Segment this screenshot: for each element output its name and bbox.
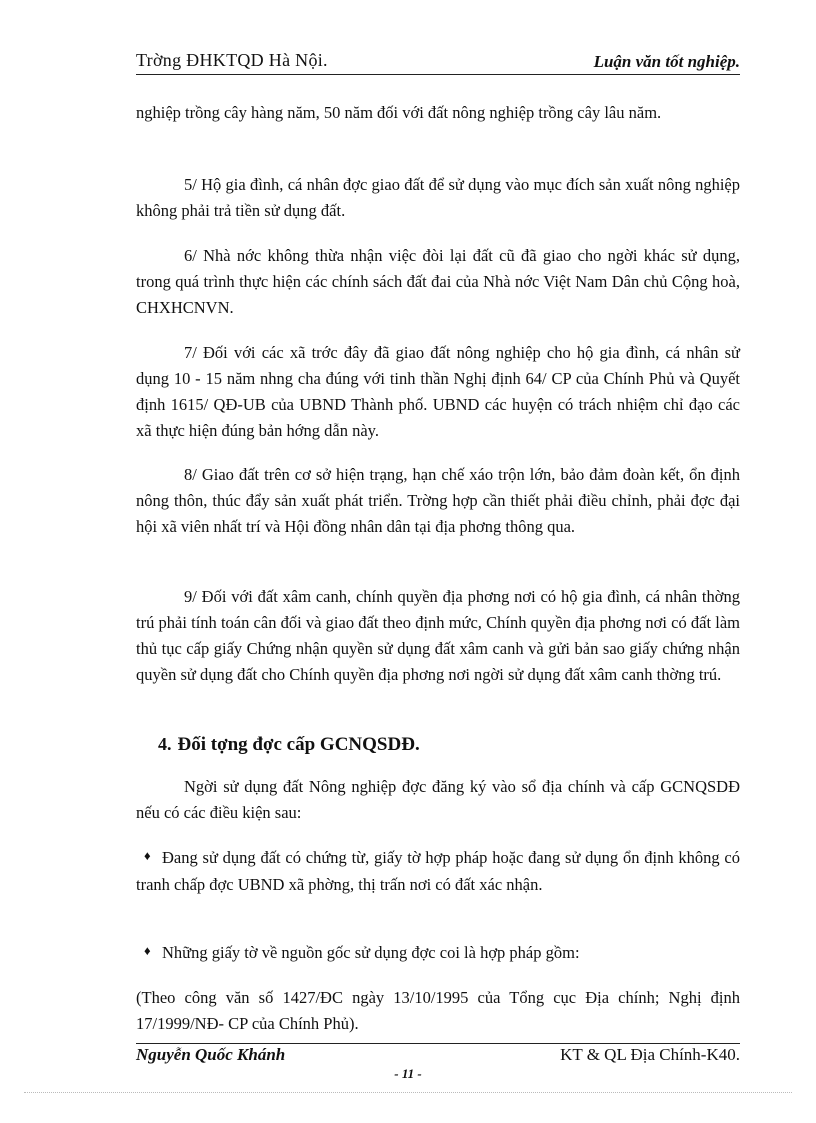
paragraph-item-8: 8/ Giao đất trên cơ sở hiện trạng, hạn chế xáo trộn lớn, bảo đảm đoàn kết, ổn định nông thôn, thúc đẩy sản xuất phát triển. Trờng hợp cần thiết phải điều chỉnh, phải đợc đại hội xã viên nhất trí và Hội đồng nhân dân tại địa phơng thông qua.	[136, 465, 740, 536]
diamond-bullet-icon: ♦	[144, 848, 151, 863]
header-divider	[136, 74, 740, 75]
bullet-item	[136, 940, 740, 967]
paragraph-item-7: 7/ Đối với các xã trớc đây đã giao đất nông nghiệp cho hộ gia đình, cá nhân sử dụng 10 - 15 năm nhng cha đúng với tinh thần Nghị định 64/ CP của Chính Phủ và Quyết định 1615/ QĐ-UB của UBND Thành phố. UBND các huyện có trách nhiệm chỉ đạo các xã thực hiện đúng bản hớng dẫn này.	[136, 343, 740, 440]
citation-paragraph: (Theo công văn số 1427/ĐC ngày 13/10/1995 của Tổng cục Địa chính; Nghị định 17/1999/NĐ- CP của Chính Phủ).	[136, 988, 740, 1033]
section-heading	[158, 734, 420, 756]
section-title: Đối tợng đợc cấp GCNQSDĐ.	[177, 734, 420, 755]
page-edge-divider	[24, 1092, 792, 1093]
paragraph-item-6: 6/ Nhà nớc không thừa nhận việc đòi lại đất cũ đã giao cho ngời khác sử dụng, trong quá trình thực hiện các chính sách đất đai của Nhà nớc Việt Nam Dân chủ Cộng hoà, CHXHCNVN.	[136, 246, 740, 317]
bullet-item	[136, 845, 740, 898]
paragraph-item-9: 9/ Đối với đất xâm canh, chính quyền địa phơng nơi có hộ gia đình, cá nhân thờng trú phải tính toán cân đối và giao đất theo định mức, Chính quyền địa phơng nơi có đất làm thủ tục cấp giấy Chứng nhận quyền sử dụng đất xâm canh và gửi bản sao giấy chứng nhận quyền sử dụng đất cho Chính quyền địa phơng nơi ngời sử dụng đất xâm canh thờng trú.	[136, 587, 740, 684]
bullet-text: Những giấy tờ về nguồn gốc sử dụng đợc coi là hợp pháp gồm:	[162, 943, 580, 962]
footer-divider	[136, 1043, 740, 1044]
section-number: 4.	[158, 734, 172, 754]
paragraph-item-5: 5/ Hộ gia đình, cá nhân đợc giao đất để sử dụng vào mục đích sản xuất nông nghiệp không phải trả tiền sử dụng đất.	[136, 175, 740, 220]
diamond-bullet-icon: ♦	[144, 943, 151, 958]
page-header	[136, 50, 740, 76]
section-intro: Ngời sử dụng đất Nông nghiệp đợc đăng ký vào sổ địa chính và cấp GCNQSDĐ nếu có các điều kiện sau:	[136, 777, 740, 822]
bullet-text: Đang sử dụng đất có chứng từ, giấy tờ hợp pháp hoặc đang sử dụng ổn định không có tranh chấp đợc UBND xã phờng, thị trấn nơi có đất xác nhận.	[136, 848, 740, 894]
footer-author: Nguyễn Quốc Khánh	[136, 1045, 286, 1064]
page-number: - 11 -	[394, 1066, 422, 1081]
footer-department: KT & QL Địa Chính-K40.	[560, 1045, 740, 1064]
header-university: Trờng ĐHKTQD Hà Nội.	[136, 50, 328, 70]
paragraph-continuation: nghiệp trồng cây hàng năm, 50 năm đối với đất nông nghiệp trồng cây lâu năm.	[136, 103, 662, 122]
header-thesis-title: Luận văn tốt nghiệp.	[593, 52, 740, 71]
